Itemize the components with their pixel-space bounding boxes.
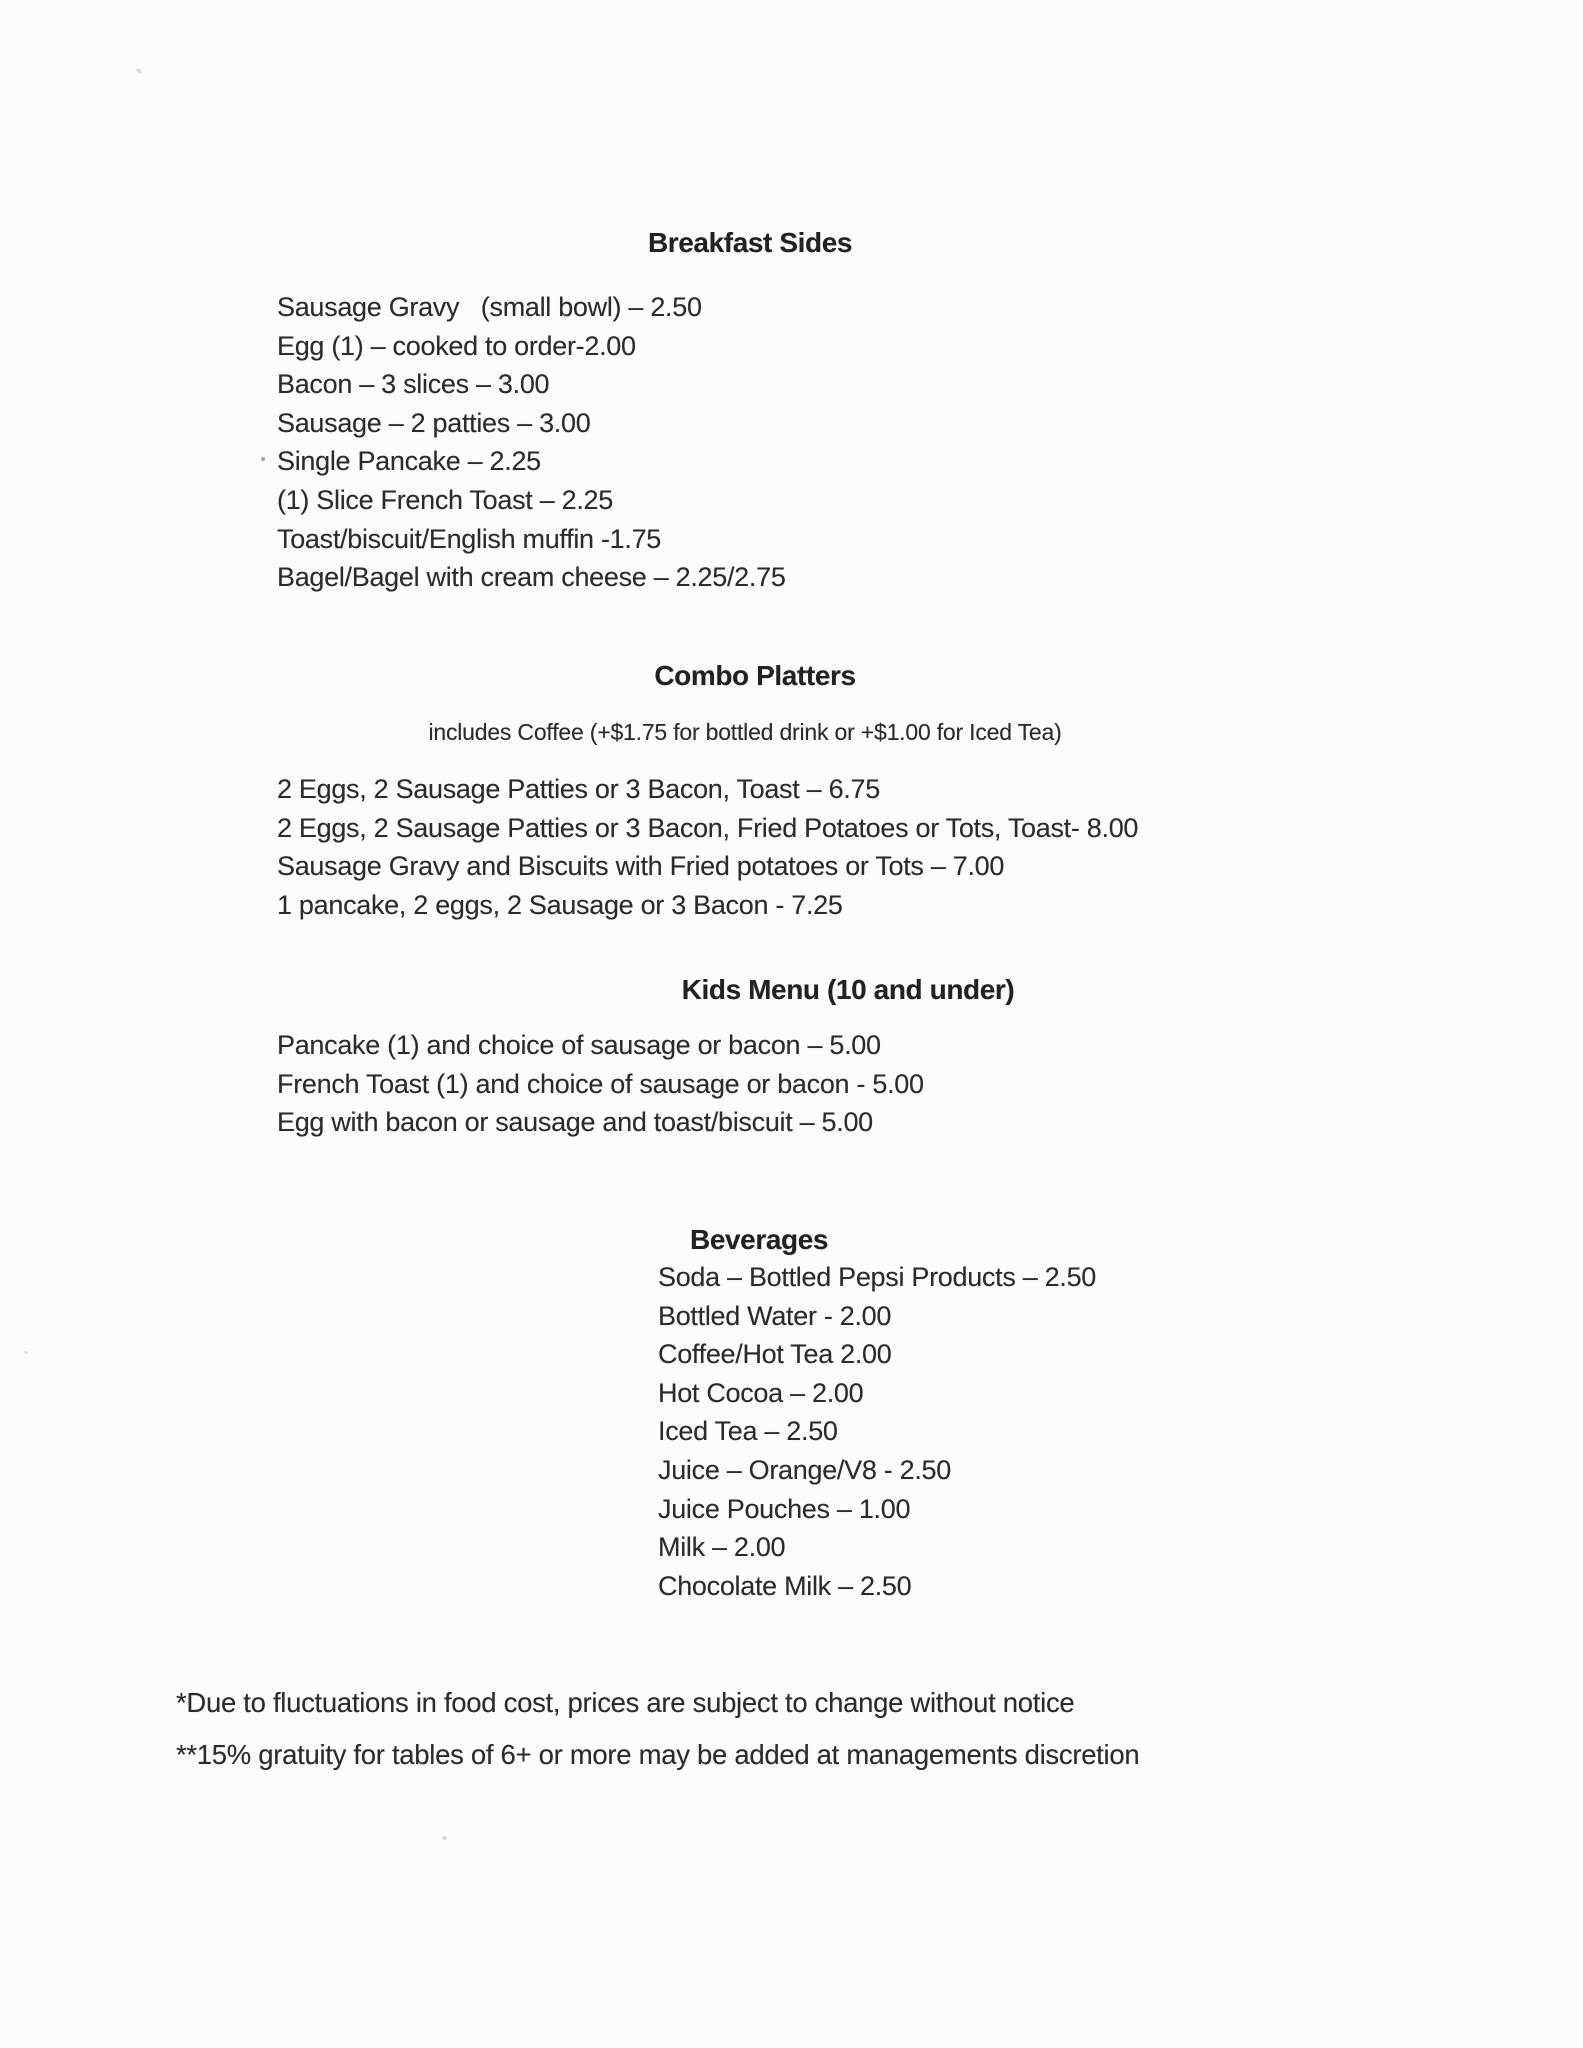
menu-item-line: Bacon – 3 slices – 3.00 (277, 369, 550, 400)
menu-item-line: Bottled Water - 2.00 (658, 1300, 892, 1331)
menu-list-beverages (658, 1258, 1096, 1605)
menu-item-line: 2 Eggs, 2 Sausage Patties or 3 Bacon, Toast – 6.75 (277, 774, 880, 804)
menu-item-line: Juice Pouches – 1.00 (658, 1493, 911, 1524)
menu-item-line: Sausage – 2 patties – 3.00 (277, 407, 591, 438)
menu-item-line: Sausage Gravy (small bowl) – 2.50 (277, 292, 702, 322)
menu-item-line: 2 Eggs, 2 Sausage Patties or 3 Bacon, Fried Potatoes or Tots, Toast- 8.00 (277, 812, 1139, 843)
menu-item-line: (1) Slice French Toast – 2.25 (277, 484, 613, 515)
menu-item-line: Juice – Orange/V8 - 2.50 (658, 1454, 951, 1485)
menu-item-line: Egg with bacon or sausage and toast/biscuit – 5.00 (277, 1107, 873, 1138)
scan-artifact-dot (24, 1351, 28, 1354)
menu-list-combo-platters (277, 770, 1138, 924)
menu-item-line: Toast/biscuit/English muffin -1.75 (277, 523, 662, 554)
scan-artifact-dot (442, 1836, 447, 1840)
menu-item-line: Iced Tea – 2.50 (658, 1416, 838, 1447)
footnote-gratuity: **15% gratuity for tables of 6+ or more may be added at managements discretion (176, 1739, 1140, 1770)
menu-item-line: Sausage Gravy and Biscuits with Fried potatoes or Tots – 7.00 (277, 851, 1005, 882)
menu-list-kids-menu (277, 1026, 924, 1142)
menu-item-line: Hot Cocoa – 2.00 (658, 1377, 864, 1408)
menu-item-line: Chocolate Milk – 2.50 (658, 1570, 912, 1601)
menu-item-line: Coffee/Hot Tea 2.00 (658, 1339, 892, 1370)
menu-list-breakfast-sides (277, 288, 786, 597)
scan-artifact-dot (261, 457, 265, 461)
menu-item-line: Egg (1) – cooked to order-2.00 (277, 330, 636, 361)
section-title-breakfast-sides: Breakfast Sides (647, 227, 853, 258)
menu-item-line: 1 pancake, 2 eggs, 2 Sausage or 3 Bacon - 7.25 (277, 889, 843, 920)
menu-item-line: Soda – Bottled Pepsi Products – 2.50 (658, 1262, 1096, 1292)
combo-platters-subtitle: includes Coffee (+$1.75 for bottled drink or +$1.00 for Iced Tea) (428, 719, 1062, 745)
footnote-price-change: *Due to fluctuations in food cost, prices are subject to change without notice (176, 1687, 1075, 1718)
section-title-kids-menu: Kids Menu (10 and under) (681, 974, 1015, 1005)
menu-item-line: Single Pancake – 2.25 (277, 446, 541, 477)
menu-item-line: Milk – 2.00 (658, 1532, 786, 1563)
section-title-combo-platters: Combo Platters (654, 660, 856, 691)
menu-item-line: Bagel/Bagel with cream cheese – 2.25/2.75 (277, 562, 786, 593)
section-title-beverages: Beverages (690, 1224, 829, 1255)
menu-item-line: French Toast (1) and choice of sausage or bacon - 5.00 (277, 1068, 924, 1099)
menu-item-line: Pancake (1) and choice of sausage or bacon – 5.00 (277, 1030, 881, 1060)
scan-artifact-dot (135, 68, 142, 75)
